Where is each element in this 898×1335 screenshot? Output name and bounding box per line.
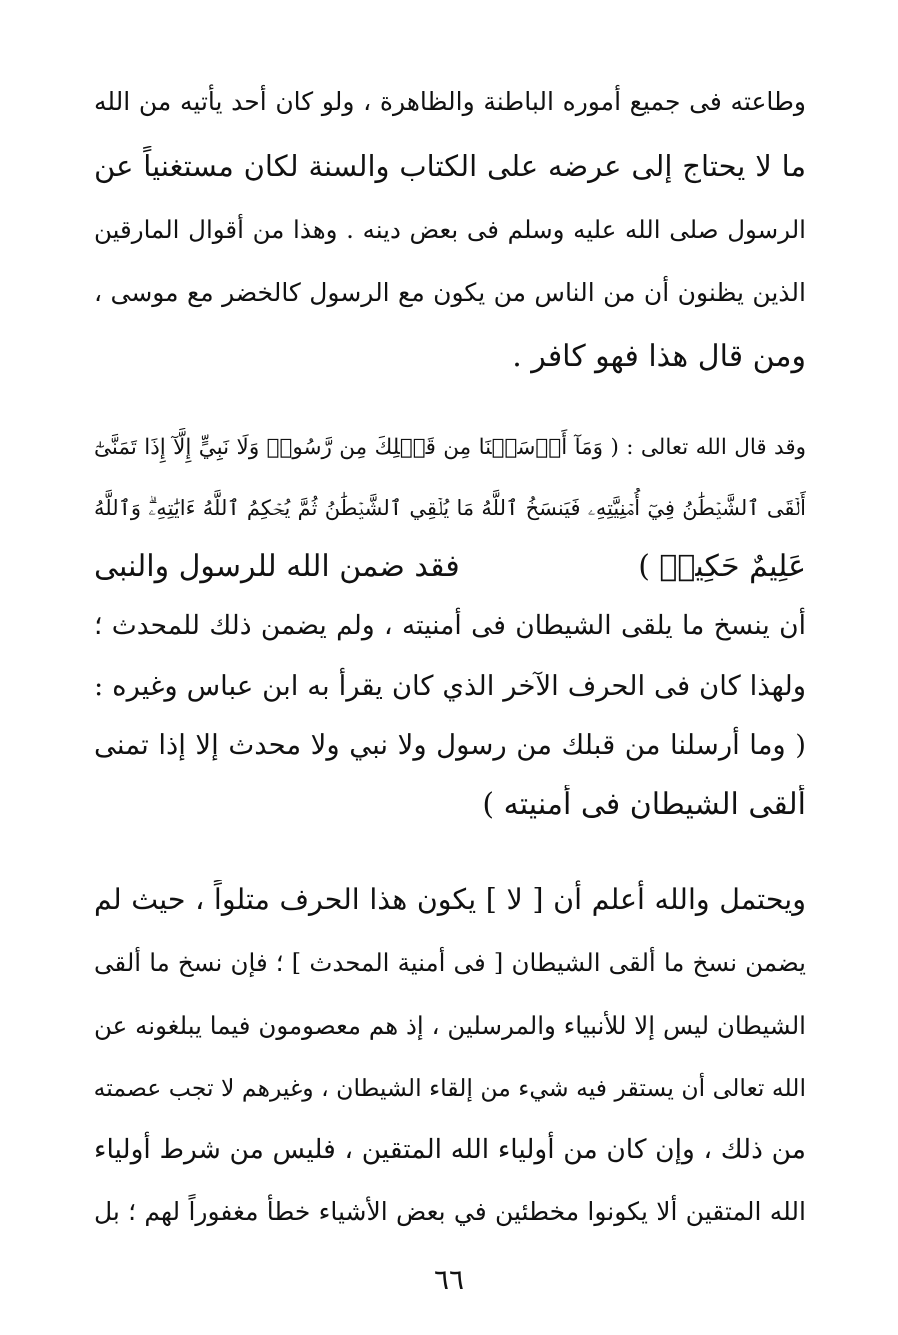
paragraph-1-line-2: ما لا يحتاج إلى عرضه على الكتاب والسنة لكان مستغنياً عن: [94, 149, 806, 183]
paragraph-1-line-3: الرسول صلى الله عليه وسلم فى بعض دينه . وهذا من أقوال المارقين: [94, 215, 806, 244]
paragraph-2-line-4: أن ينسخ ما يلقى الشيطان فى أمنيته ، ولم يضمن ذلك للمحدث ؛: [94, 610, 806, 641]
page-number: ٦٦: [433, 1263, 465, 1296]
paragraph-1-line-5: ومن قال هذا فهو كافر .: [512, 339, 806, 374]
paragraph-1-line-1: وطاعته فى جميع أموره الباطنة والظاهرة ، ولو كان أحد يأتيه من الله: [94, 87, 806, 116]
paragraph-3-line-6: الله المتقين ألا يكونوا مخطئين في بعض الأشياء خطأ مغفوراً لهم ؛ بل: [94, 1197, 806, 1226]
paragraph-3-line-2: يضمن نسخ ما ألقى الشيطان [ فى أمنية المحدث ] ؛ فإن نسخ ما ألقى: [94, 948, 806, 977]
paragraph-2-line-1: وقد قال الله تعالى : ( وَمَآ أَرۡسَلۡنَا مِن قَبۡلِكَ مِن رَّسُولٖ وَلَا نَبِيٍّ إِلَّآ إِذَا تَمَنَّىٰٓ: [94, 435, 806, 460]
paragraph-3-line-3: الشيطان ليس إلا للأنبياء والمرسلين ، إذ هم معصومون فيما يبلغونه عن: [94, 1011, 806, 1040]
paragraph-3-line-5: من ذلك ، وإن كان من أولياء الله المتقين ، فليس من شرط أولياء: [94, 1134, 806, 1165]
paragraph-2-line-2: أَلۡقَى ٱلشَّيۡطَٰنُ فِيٓ أُمۡنِيَّتِهِۦ فَيَنسَخُ ٱللَّهُ مَا يُلۡقِي ٱلشَّيۡطَٰنُ ثُمَّ يُحۡكِمُ ٱللَّهُ ءَايَٰتِهِۦۗ وَٱللَّهُ: [94, 496, 806, 520]
commentary-start: فقد ضمن الله للرسول والنبى: [94, 549, 460, 584]
paragraph-1-line-4: الذين يظنون أن من الناس من يكون مع الرسول كالخضر مع موسى ،: [94, 278, 806, 307]
paragraph-2-line-6: ( وما أرسلنا من قبلك من رسول ولا نبي ولا محدث إلا إذا تمنى: [94, 729, 806, 761]
paragraph-3-line-1: ويحتمل والله أعلم أن [ لا ] يكون هذا الحرف متلواً ، حيث لم: [94, 883, 806, 916]
paragraph-2-line-5: ولهذا كان فى الحرف الآخر الذي كان يقرأ به ابن عباس وغيره :: [94, 670, 806, 702]
paragraph-3-line-4: الله تعالى أن يستقر فيه شيء من إلقاء الشيطان ، وغيرهم لا تجب عصمته: [94, 1074, 806, 1102]
paragraph-2-line-7: ألقى الشيطان فى أمنيته ): [482, 787, 806, 822]
quran-verse-ending: عَلِيمٌ حَكِيمٞ ): [638, 549, 806, 584]
paragraph-2-split-line: [94, 547, 806, 587]
